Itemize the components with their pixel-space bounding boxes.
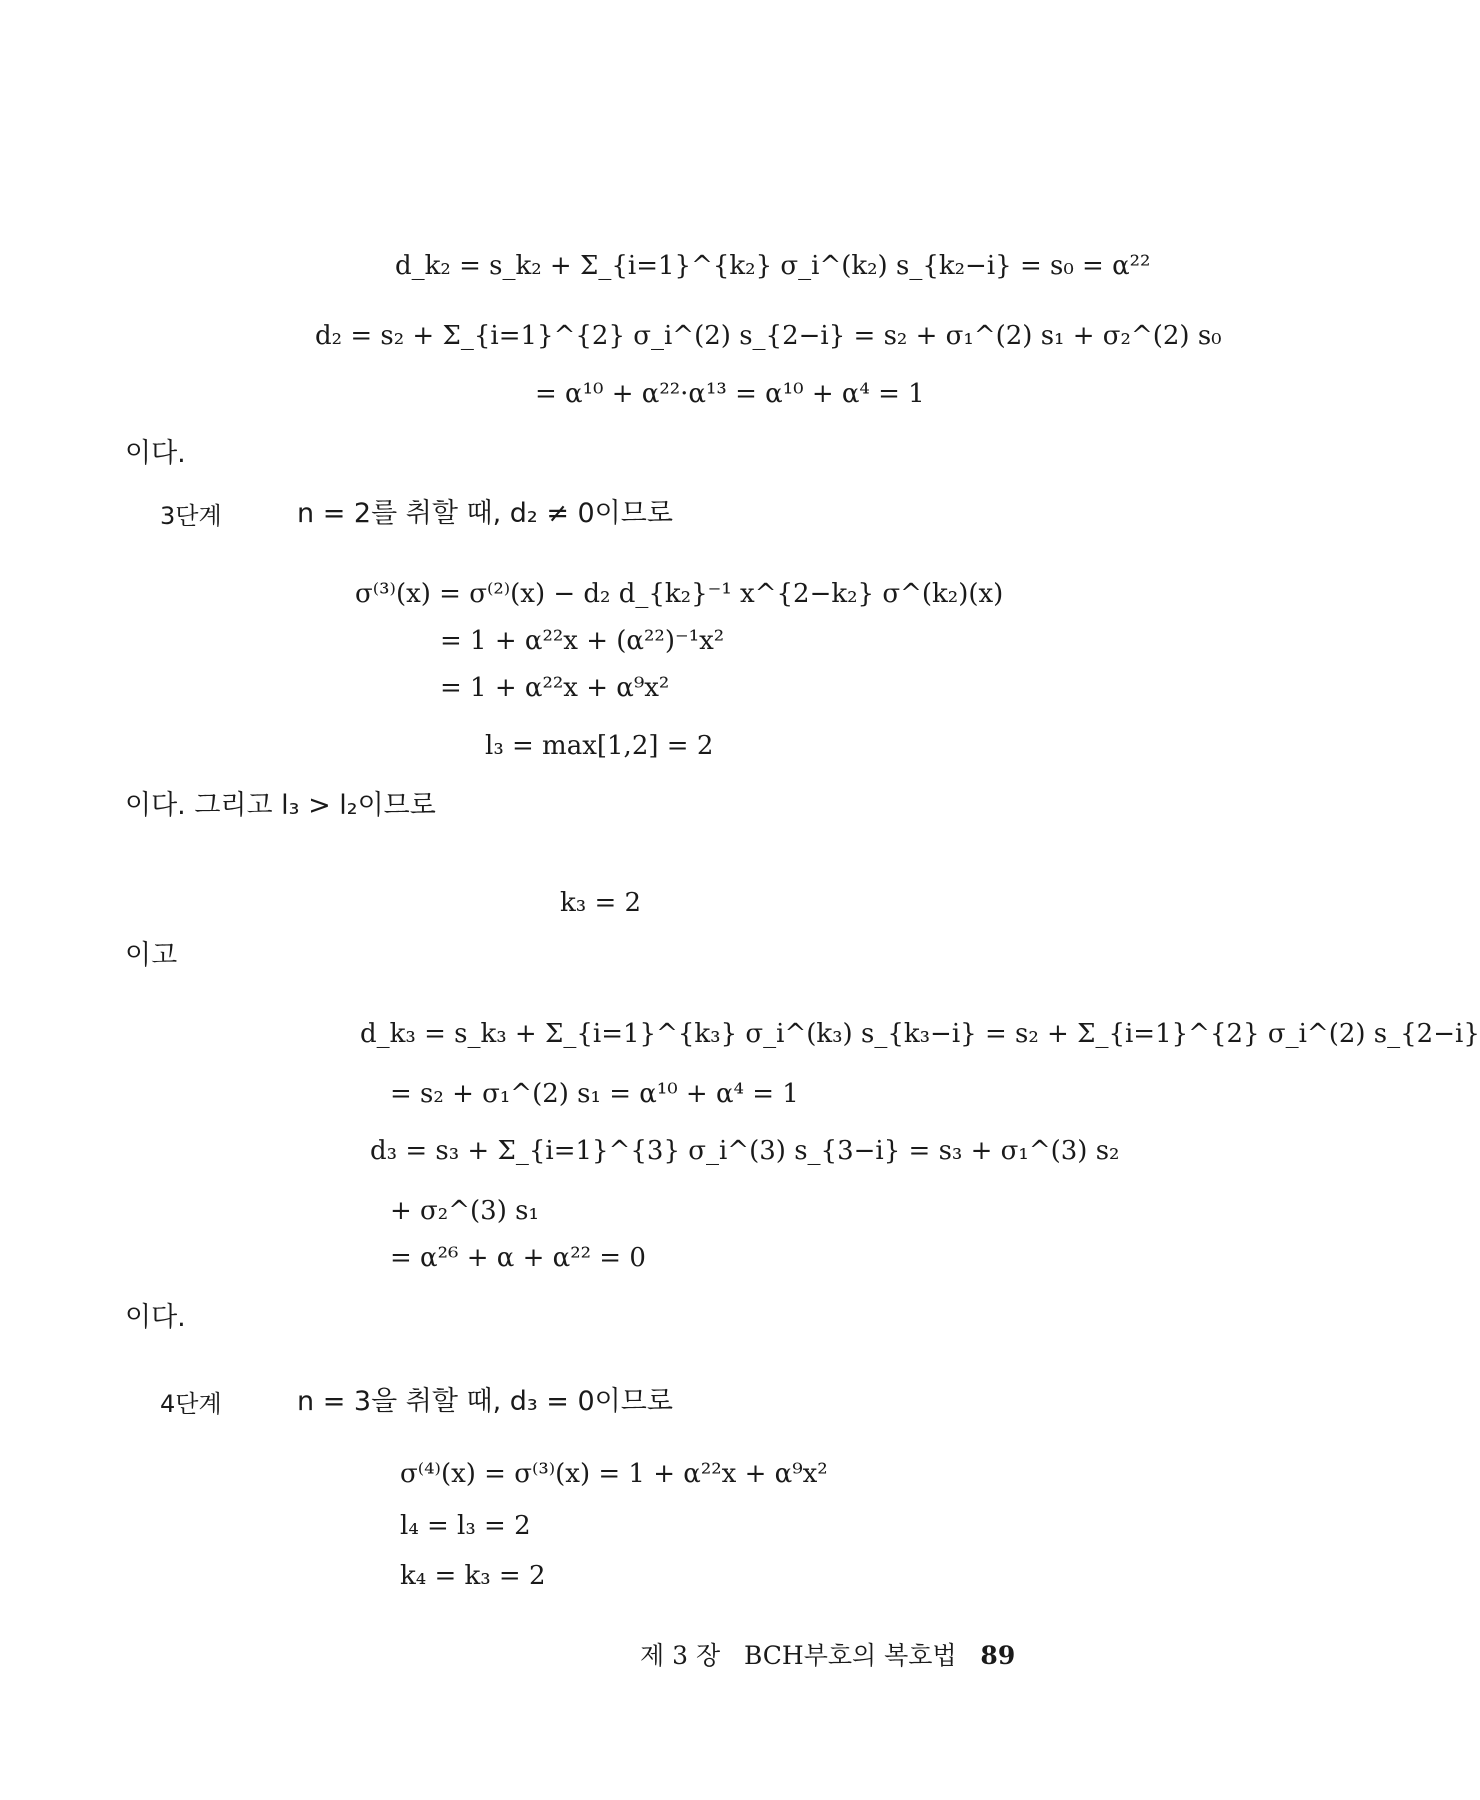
page-number: 89 xyxy=(980,1641,1016,1670)
eq-d2-line2: = α¹⁰ + α²²·α¹³ = α¹⁰ + α⁴ = 1 xyxy=(535,379,925,409)
eq-sigma3-line1: σ⁽³⁾(x) = σ⁽²⁾(x) − d₂ d_{k₂}⁻¹ x^{2−k₂} σ^(k₂)(x) xyxy=(355,579,1004,609)
footer-chapter: 제 3 장 xyxy=(640,1641,721,1670)
eq-l4: l₄ = l₃ = 2 xyxy=(400,1511,531,1541)
eq-dk3-line2: = s₂ + σ₁^(2) s₁ = α¹⁰ + α⁴ = 1 xyxy=(390,1079,799,1109)
eq-l3: l₃ = max[1,2] = 2 xyxy=(485,731,714,761)
step4-text: n = 3을 취할 때, d₃ = 0이므로 xyxy=(297,1386,673,1417)
eq-d3-line3: = α²⁶ + α + α²² = 0 xyxy=(390,1243,646,1273)
eq-dk2: d_k₂ = s_k₂ + Σ_{i=1}^{k₂} σ_i^(k₂) s_{k₂−i} = s₀ = α²² xyxy=(395,251,1151,281)
footer-title: BCH부호의 복호법 xyxy=(743,1641,957,1670)
eq-d3-line1: d₃ = s₃ + Σ_{i=1}^{3} σ_i^(3) s_{3−i} = s₃ + σ₁^(3) s₂ xyxy=(370,1136,1120,1166)
text-l3-gt-l2: 이다. 그리고 l₃ > l₂이므로 xyxy=(125,790,436,821)
page-footer xyxy=(640,1640,1015,1672)
text-ida-2: 이다. xyxy=(125,1302,186,1333)
step3-label: 3단계 xyxy=(160,502,222,530)
eq-d2-line1: d₂ = s₂ + Σ_{i=1}^{2} σ_i^(2) s_{2−i} = s₂ + σ₁^(2) s₁ + σ₂^(2) s₀ xyxy=(315,321,1222,351)
text-igo: 이고 xyxy=(125,940,178,971)
eq-sigma4: σ⁽⁴⁾(x) = σ⁽³⁾(x) = 1 + α²²x + α⁹x² xyxy=(400,1459,828,1489)
step4-label: 4단계 xyxy=(160,1390,222,1418)
text-ida-1: 이다. xyxy=(125,438,186,469)
eq-d3-line2: + σ₂^(3) s₁ xyxy=(390,1196,539,1226)
eq-sigma3-line2: = 1 + α²²x + (α²²)⁻¹x² xyxy=(440,626,725,656)
eq-dk3-line1: d_k₃ = s_k₃ + Σ_{i=1}^{k₃} σ_i^(k₃) s_{k₃−i} = s₂ + Σ_{i=1}^{2} σ_i^(2) s_{2−i} xyxy=(360,1019,1480,1049)
eq-sigma3-line3: = 1 + α²²x + α⁹x² xyxy=(440,673,670,703)
step3-text: n = 2를 취할 때, d₂ ≠ 0이므로 xyxy=(297,498,673,529)
eq-k3: k₃ = 2 xyxy=(560,888,642,918)
eq-k4: k₄ = k₃ = 2 xyxy=(400,1561,546,1591)
